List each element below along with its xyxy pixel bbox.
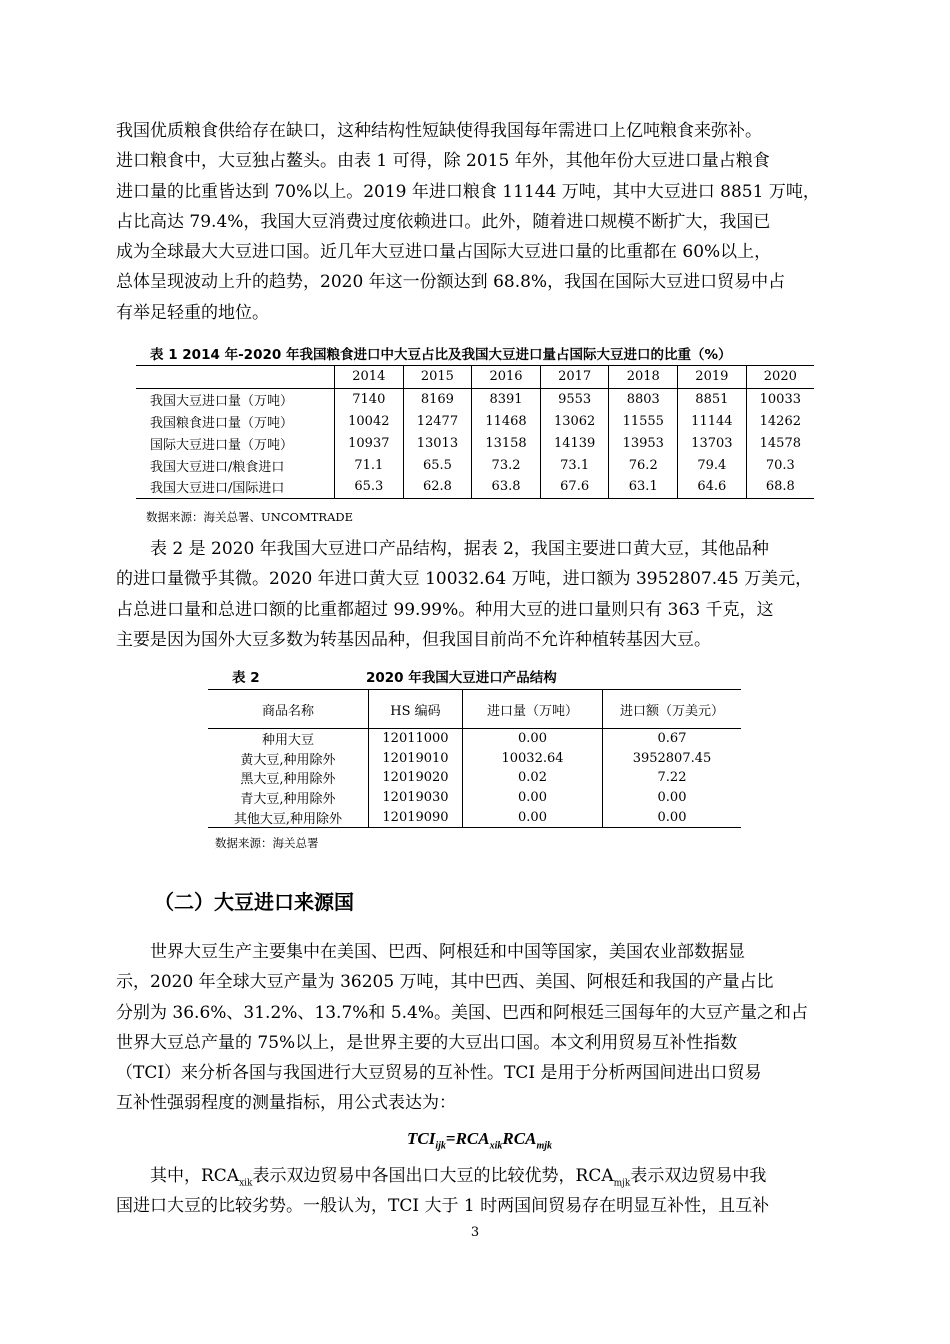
table-cell: 65.5: [403, 454, 472, 476]
table-cell: 10937: [335, 432, 404, 454]
table-cell: 13158: [472, 432, 541, 454]
table-header-cell: 2018: [609, 366, 678, 389]
text-line: 占比高达 79.4%，我国大豆消费过度依赖进口。此外，随着进口规模不断扩大，我国已: [116, 211, 771, 232]
text-run: 其中，RCA: [150, 1166, 240, 1186]
table1-source: 数据来源：海关总署、UNCOMTRADE: [146, 510, 354, 524]
table2-label: 表 2: [232, 670, 260, 686]
text-line: 占总进口量和总进口额的比重都超过 99.99%。种用大豆的进口量则只有 363 千克，这: [116, 599, 774, 620]
table-cell: 14139: [540, 432, 609, 454]
table1-caption: 表 1 2014 年-2020 年我国粮食进口中大豆占比及我国大豆进口量占国际大豆进口的比重（%）: [150, 347, 732, 363]
table-cell: 67.6: [540, 476, 609, 498]
table-cell: 14578: [746, 432, 814, 454]
table-cell: 14262: [746, 411, 814, 433]
row-label: 我国大豆进口/粮食进口: [150, 459, 285, 475]
table-cell: 62.8: [403, 476, 472, 498]
table-cell: 3952807.45: [603, 749, 742, 769]
table-cell: 12019010: [369, 749, 463, 769]
table-cell: 64.6: [678, 476, 747, 498]
table-header-cell: 2014: [335, 366, 404, 389]
table-header-cell: 进口量（万吨）: [463, 690, 603, 729]
table-cell: 11144: [678, 411, 747, 433]
table-row: [208, 807, 741, 827]
table-cell: 种用大豆: [261, 733, 314, 749]
table-cell: 13062: [540, 411, 609, 433]
table2-title: 2020 年我国大豆进口产品结构: [366, 670, 557, 686]
table-cell: 76.2: [609, 454, 678, 476]
table-row: [208, 729, 741, 749]
table-header-row: [136, 366, 814, 389]
table-cell: 8803: [609, 388, 678, 410]
text-line: 示，2020 年全球大豆产量为 36205 万吨，其中巴西、美国、阿根廷和我国的产量占比: [116, 972, 774, 993]
table-header-cell: 2016: [472, 366, 541, 389]
table-header-cell: 2015: [403, 366, 472, 389]
table-cell: 12019090: [369, 807, 463, 827]
intro-paragraph: [116, 116, 836, 328]
table-cell: 68.8: [746, 476, 814, 498]
table-cell: 63.8: [472, 476, 541, 498]
formula-tci: TCI: [407, 1129, 436, 1148]
text-line: 国进口大豆的比较劣势。一般认为，TCI 大于 1 时两国间贸易存在明显互补性，且互补: [116, 1196, 770, 1217]
formula-equals: =: [445, 1129, 456, 1148]
text-subscript: xik: [239, 1178, 253, 1189]
text-line: 进口粮食中，大豆独占鳌头。由表 1 可得，除 2015 年外，其他年份大豆进口量占粮食: [116, 151, 770, 172]
text-line: 我国优质粮食供给存在缺口，这种结构性短缺使得我国每年需进口上亿吨粮食来弥补。: [116, 121, 762, 141]
table-cell: 71.1: [335, 454, 404, 476]
section-paragraph: [116, 937, 836, 1119]
table-row: [208, 749, 741, 769]
table-cell: 12477: [403, 411, 472, 433]
text-line: 主要是因为国外大豆多数为转基因品种，但我国目前尚不允许种植转基因大豆。: [116, 629, 711, 650]
table-header-cell: 2020: [746, 366, 814, 389]
text-run: 表示双边贸易中各国出口大豆的比较优势，RCA: [252, 1166, 614, 1186]
table-cell: 13953: [609, 432, 678, 454]
table-row: [136, 411, 814, 433]
table-cell: 黑大豆,种用除外: [240, 772, 336, 788]
table-cell: 12011000: [369, 729, 463, 749]
formula-rca-import: RCA: [502, 1129, 537, 1148]
table-cell: 青大豆,种用除外: [240, 792, 336, 808]
table-header-row: [208, 690, 741, 729]
table-cell: 73.1: [540, 454, 609, 476]
table-header-cell: 2019: [678, 366, 747, 389]
table-cell: 12019030: [369, 788, 463, 808]
table-header-cell: 2017: [540, 366, 609, 389]
text-line: （TCI）来分析各国与我国进行大豆贸易的互补性。TCI 是用于分析两国间进出口贸易: [116, 1063, 762, 1084]
text-line: 世界大豆生产主要集中在美国、巴西、阿根廷和中国等国家，美国农业部数据显: [150, 942, 745, 962]
text-line: [116, 1161, 836, 1191]
page-number: 3: [470, 1225, 480, 1240]
text-line: 表 2 是 2020 年我国大豆进口产品结构，据表 2，我国主要进口黄大豆，其他品种: [150, 539, 769, 559]
text-line: 总体呈现波动上升的趋势，2020 年这一份额达到 68.8%，我国在国际大豆进口贸易中占: [116, 272, 786, 293]
table-cell: 10033: [746, 388, 814, 410]
formula-subscript: xik: [489, 1140, 503, 1152]
table2: [208, 689, 741, 828]
table-row: [136, 388, 814, 410]
table-cell: 11468: [472, 411, 541, 433]
table-cell: 11555: [609, 411, 678, 433]
table-row: [208, 768, 741, 788]
table-cell: 79.4: [678, 454, 747, 476]
table-header-cell: HS 编码: [369, 690, 463, 729]
table-cell: 9553: [540, 388, 609, 410]
text-subscript: mjk: [613, 1178, 631, 1189]
table-cell: 0.00: [463, 729, 603, 749]
table-cell: 其他大豆,种用除外: [233, 811, 343, 827]
table-cell: 8851: [678, 388, 747, 410]
table-cell: 10042: [335, 411, 404, 433]
table-row: [136, 454, 814, 476]
table-cell: 8391: [472, 388, 541, 410]
table2-source: 数据来源：海关总署: [215, 836, 319, 850]
table-cell: 8169: [403, 388, 472, 410]
table-row: [136, 432, 814, 454]
formula-subscript: mjk: [536, 1140, 552, 1152]
row-label: 国际大豆进口量（万吨）: [150, 437, 294, 453]
section-heading: （二）大豆进口来源国: [154, 890, 354, 914]
middle-paragraph: [116, 534, 836, 655]
text-line: 有举足轻重的地位。: [116, 302, 269, 323]
table-header-cell: 进口额（万美元）: [603, 690, 742, 729]
table-cell: 0.02: [463, 768, 603, 788]
text-line: 进口量的比重皆达到 70%以上。2019 年进口粮食 11144 万吨，其中大豆进口 8851 万吨，: [116, 181, 820, 202]
table-cell: 7.22: [603, 768, 742, 788]
table-cell: 0.00: [603, 788, 742, 808]
table-cell: 0.00: [463, 807, 603, 827]
row-label: 我国粮食进口量（万吨）: [150, 415, 294, 431]
table-cell: 10032.64: [463, 749, 603, 769]
table-cell: 13013: [403, 432, 472, 454]
formula-rca-export: RCA: [455, 1129, 490, 1148]
text-line: 分别为 36.6%、31.2%、13.7%和 5.4%。美国、巴西和阿根廷三国每年的大豆产量之和占: [116, 1002, 809, 1023]
table-cell: 7140: [335, 388, 404, 410]
text-line: 的进口量微乎其微。2020 年进口黄大豆 10032.64 万吨，进口额为 3952807.45 万美元，: [116, 569, 813, 590]
row-label: 我国大豆进口/国际进口: [150, 481, 285, 497]
text-line: 世界大豆总产量的 75%以上，是世界主要的大豆出口国。本文利用贸易互补性指数: [116, 1032, 738, 1053]
table-cell: 73.2: [472, 454, 541, 476]
row-label: 我国大豆进口量（万吨）: [150, 394, 294, 410]
table-cell: 0.67: [603, 729, 742, 749]
text-run: 表示双边贸易中我: [630, 1166, 767, 1186]
table-header-cell: [136, 366, 335, 389]
table1: [136, 365, 814, 499]
formula-subscript: ijk: [435, 1140, 446, 1152]
text-line: 成为全球最大大豆进口国。近几年大豆进口量占国际大豆进口量的比重都在 60%以上，: [116, 242, 772, 263]
text-line: 互补性强弱程度的测量指标，用公式表达为：: [116, 1093, 456, 1114]
table-header-cell: 商品名称: [208, 690, 369, 729]
closing-paragraph: [116, 1161, 836, 1222]
table-cell: 黄大豆,种用除外: [240, 752, 336, 768]
table-cell: 12019020: [369, 768, 463, 788]
table-cell: 70.3: [746, 454, 814, 476]
table-cell: 13703: [678, 432, 747, 454]
table-row: [136, 476, 814, 498]
tci-formula: [407, 1129, 552, 1151]
table-cell: 0.00: [603, 807, 742, 827]
table-row: [208, 788, 741, 808]
table-cell: 63.1: [609, 476, 678, 498]
table-cell: 0.00: [463, 788, 603, 808]
table-cell: 65.3: [335, 476, 404, 498]
